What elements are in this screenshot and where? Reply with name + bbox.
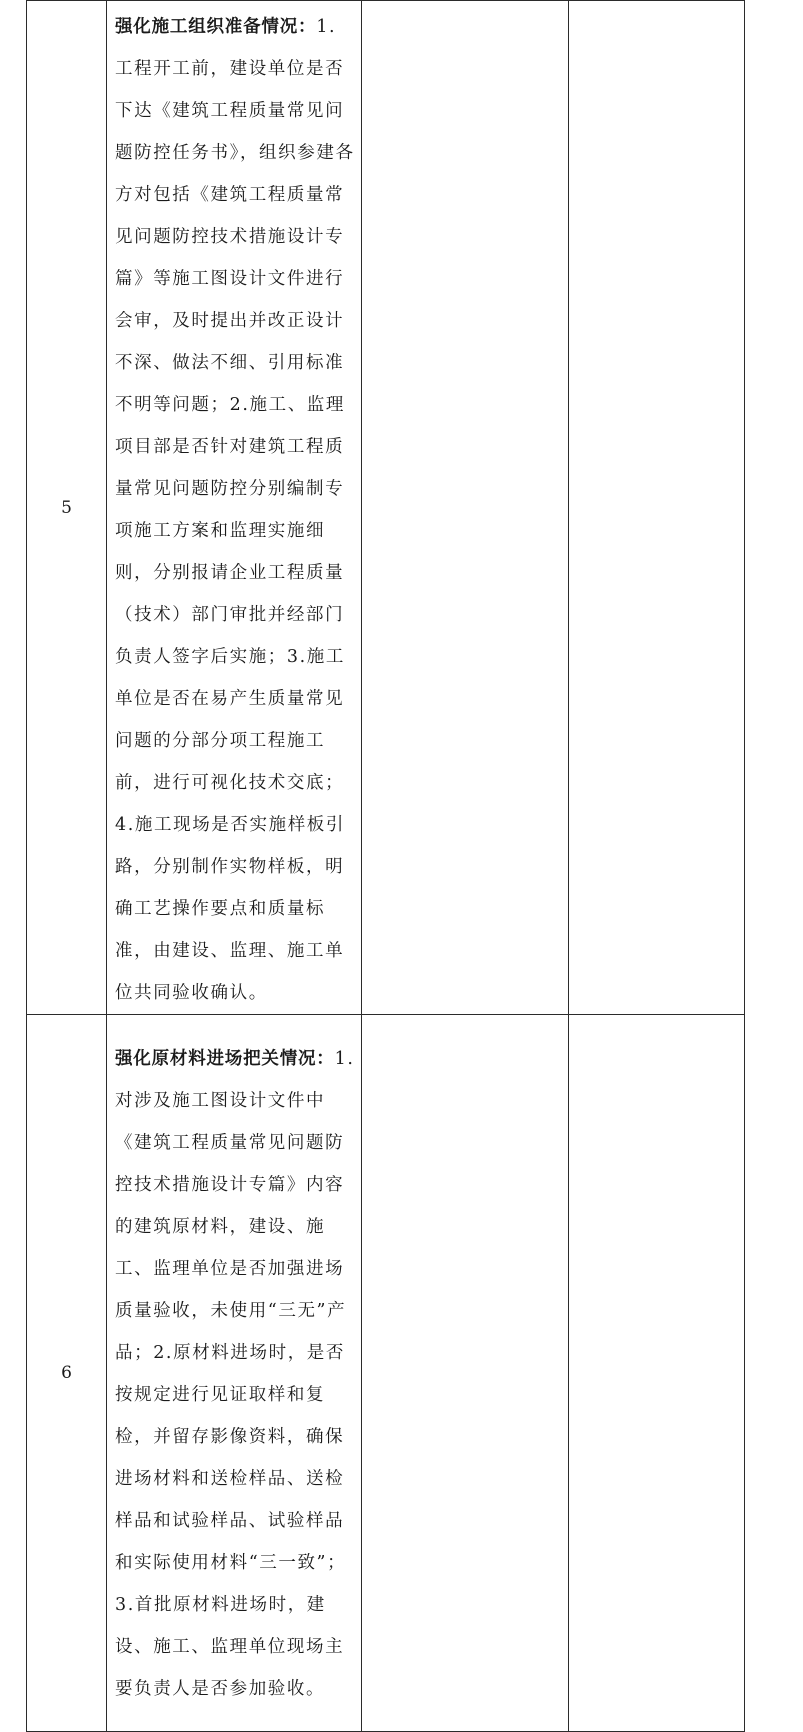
item-number: 5 <box>61 497 72 518</box>
empty-cell <box>362 1 569 1015</box>
item-number: 6 <box>61 1363 72 1383</box>
table-row <box>27 1 745 1015</box>
item-content <box>107 1 361 1014</box>
item-content-cell <box>107 1 362 1015</box>
item-heading: 强化原材料进场把关情况： <box>115 1049 335 1069</box>
item-number-cell <box>27 1 107 1015</box>
empty-cell <box>569 1 745 1015</box>
table-row <box>27 1015 745 1732</box>
item-content-cell <box>107 1015 362 1732</box>
item-content <box>107 1036 361 1710</box>
item-body: 1.对涉及施工图设计文件中《建筑工程质量常见问题防控技术措施设计专篇》内容的建筑原材料，建设、施工、监理单位是否加强进场质量验收，未使用“三无”产品；2.原材料进场时，是否按规定进行见证取样和复检，并留存影像资料，确保进场材料和送检样品、送检样品和试验样品、试验样品和实际使用材料“三一致”；3.首批原材料进场时，建设、施工、监理单位现场主要负责人是否参加验收。 <box>115 1049 355 1699</box>
item-heading: 强化施工组织准备情况： <box>115 17 317 37</box>
empty-cell <box>569 1015 745 1732</box>
empty-cell <box>362 1015 569 1732</box>
inspection-checklist-table <box>26 0 745 1732</box>
item-body: 1.工程开工前，建设单位是否下达《建筑工程质量常见问题防控任务书》，组织参建各方对包括《建筑工程质量常见问题防控技术措施设计专篇》等施工图设计文件进行会审，及时提出并改正设计不深、做法不细、引用标准不明等问题；2.施工、监理项目部是否针对建筑工程质量常见问题防控分别编制专项施工方案和监理实施细则，分别报请企业工程质量（技术）部门审批并经部门负责人签字后实施；3.施工单位是否在易产生质量常见问题的分部分项工程施工前，进行可视化技术交底；4.施工现场是否实施样板引路，分别制作实物样板，明确工艺操作要点和质量标准，由建设、监理、施工单位共同验收确认。 <box>115 17 355 1003</box>
item-number-cell <box>27 1015 107 1732</box>
